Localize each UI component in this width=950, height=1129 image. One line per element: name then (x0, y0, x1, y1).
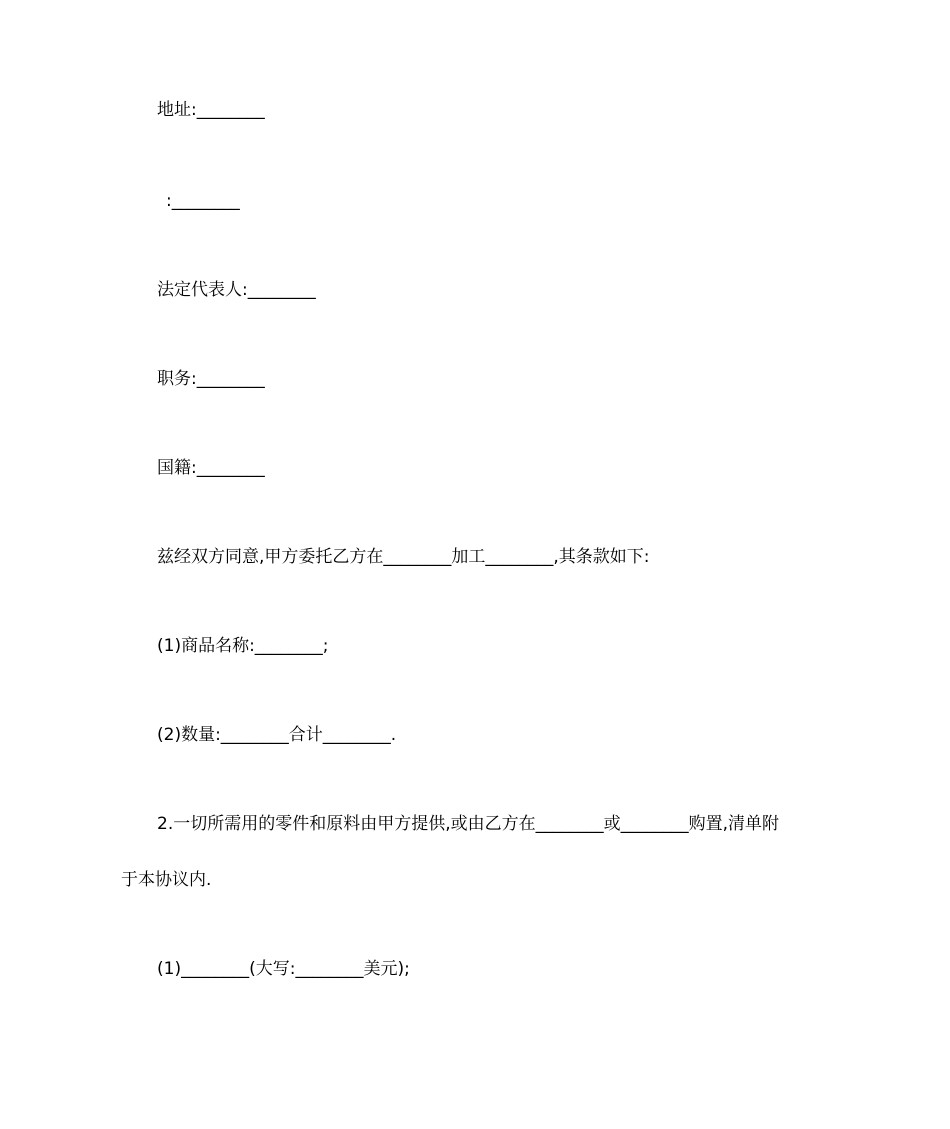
agreement-intro-paragraph: 兹经双方同意,甲方委托乙方在________加工________,其条款如下: (157, 547, 650, 567)
clause-materials-continuation: 于本协议内. (121, 870, 212, 890)
clause-materials-paragraph: 2.一切所需用的零件和原料由甲方提供,或由乙方在________或________购置,清单附 (157, 814, 780, 834)
blank-field-line: :________ (166, 191, 240, 211)
legal-representative-line: 法定代表人:________ (157, 280, 316, 300)
address-line: 地址:________ (157, 100, 265, 120)
clause-quantity: (2)数量:________合计________. (157, 725, 397, 745)
clause-amount: (1)________(大写:________美元); (157, 959, 410, 979)
nationality-line: 国籍:________ (157, 458, 265, 478)
position-line: 职务:________ (157, 369, 265, 389)
clause-product-name: (1)商品名称:________; (157, 636, 329, 656)
